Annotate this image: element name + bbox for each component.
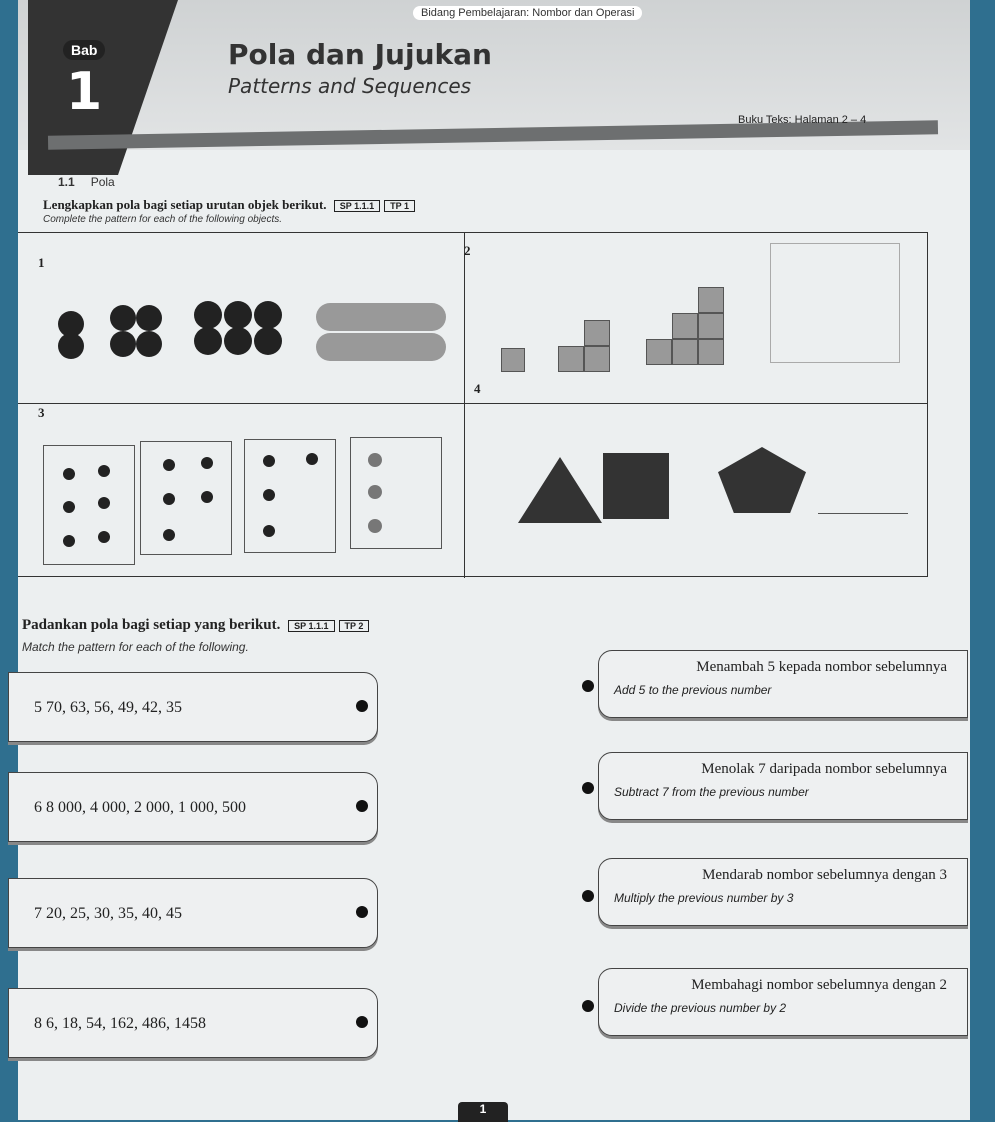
square (501, 348, 525, 372)
section-number: 1.1 (58, 175, 75, 189)
answer-line (818, 513, 908, 514)
circle (224, 327, 252, 355)
dot (263, 525, 275, 537)
match-dot[interactable] (356, 700, 368, 712)
divider (464, 233, 465, 578)
sequence-card[interactable] (8, 772, 378, 842)
pattern-grid (18, 232, 928, 577)
dot (263, 489, 275, 501)
chapter-number: 1 (66, 62, 103, 122)
square (584, 320, 610, 346)
rule-en: Add 5 to the previous number (614, 683, 772, 697)
instruction-ms: Lengkapkan pola bagi setiap urutan objek berikut. (43, 197, 327, 212)
match-dot[interactable] (356, 1016, 368, 1028)
chapter-title: Pola dan Jujukan (228, 38, 492, 71)
circle (136, 305, 162, 331)
match-dot[interactable] (356, 800, 368, 812)
rule-en: Subtract 7 from the previous number (614, 785, 809, 799)
dot (63, 501, 75, 513)
circle (224, 301, 252, 329)
dot (163, 529, 175, 541)
faded-circles-row (316, 333, 446, 361)
section-title: Pola (90, 175, 115, 189)
item-number: 4 (474, 381, 481, 396)
circle (254, 327, 282, 355)
item-number: 1 (38, 255, 45, 270)
rule-ms: Membahagi nombor sebelumnya dengan 2 (691, 977, 947, 993)
rule-card[interactable] (598, 650, 968, 718)
circle (194, 301, 222, 329)
dot (98, 531, 110, 543)
rule-ms: Menolak 7 daripada nombor sebelumnya (701, 761, 947, 777)
tag-tp: TP 2 (339, 620, 370, 632)
square (672, 339, 698, 365)
pentagon (718, 447, 806, 513)
match-dot[interactable] (356, 906, 368, 918)
textbook-reference: Buku Teks: Halaman 2 – 4 (738, 114, 867, 126)
question-a-instruction (43, 197, 415, 213)
tag-sp: SP 1.1.1 (334, 200, 380, 212)
faded-circles-row (316, 303, 446, 331)
page-number: 1 (458, 1102, 508, 1122)
item-number: 3 (38, 405, 45, 420)
rule-en: Multiply the previous number by 3 (614, 891, 794, 905)
sequence-card[interactable] (8, 878, 378, 948)
circle (194, 327, 222, 355)
dot (98, 465, 110, 477)
dot (98, 497, 110, 509)
match-dot[interactable] (582, 1000, 594, 1012)
section-heading (58, 175, 115, 189)
square (698, 287, 724, 313)
circle (254, 301, 282, 329)
circle (110, 331, 136, 357)
rule-card[interactable] (598, 968, 968, 1036)
question-b-instruction (22, 617, 369, 634)
dot (306, 453, 318, 465)
circle (136, 331, 162, 357)
square-shape (603, 453, 669, 519)
dot (63, 468, 75, 480)
sequence-text: 7 20, 25, 30, 35, 40, 45 (34, 905, 182, 922)
dot (163, 459, 175, 471)
rule-ms: Menambah 5 kepada nombor sebelumnya (696, 659, 947, 675)
rule-card[interactable] (598, 752, 968, 820)
divider (18, 403, 928, 404)
square (698, 339, 724, 365)
dot (163, 493, 175, 505)
sequence-card[interactable] (8, 672, 378, 742)
sequence-card[interactable] (8, 988, 378, 1058)
rule-ms: Mendarab nombor sebelumnya dengan 3 (702, 867, 947, 883)
blank-grid-outline (770, 243, 900, 363)
dot (63, 535, 75, 547)
dot-card (244, 439, 336, 553)
dot (263, 455, 275, 467)
tag-sp: SP 1.1.1 (288, 620, 334, 632)
question-a-instruction-en: Complete the pattern for each of the following objects. (43, 214, 283, 225)
dot-card (43, 445, 135, 565)
dot (201, 457, 213, 469)
square (584, 346, 610, 372)
dot-card (140, 441, 232, 555)
learning-area: Bidang Pembelajaran: Nombor dan Operasi (413, 6, 642, 20)
item-number: 2 (464, 243, 471, 258)
dot (201, 491, 213, 503)
chapter-header (18, 0, 970, 150)
sequence-text: 6 8 000, 4 000, 2 000, 1 000, 500 (34, 799, 246, 816)
faded-dot (368, 485, 382, 499)
circle (110, 305, 136, 331)
square (698, 313, 724, 339)
faded-dot (368, 453, 382, 467)
instruction-ms: Padankan pola bagi setiap yang berikut. (22, 617, 281, 633)
workbook-page (18, 0, 970, 1120)
question-b-instruction-en: Match the pattern for each of the following. (22, 640, 249, 654)
chapter-subtitle: Patterns and Sequences (228, 74, 472, 98)
square (558, 346, 584, 372)
chapter-label: Bab (63, 40, 105, 60)
rule-en: Divide the previous number by 2 (614, 1001, 787, 1015)
match-dot[interactable] (582, 782, 594, 794)
triangle (518, 457, 602, 523)
tag-tp: TP 1 (384, 200, 415, 212)
sequence-text: 8 6, 18, 54, 162, 486, 1458 (34, 1015, 206, 1032)
rule-card[interactable] (598, 858, 968, 926)
match-dot[interactable] (582, 680, 594, 692)
match-dot[interactable] (582, 890, 594, 902)
faded-dot (368, 519, 382, 533)
sequence-text: 5 70, 63, 56, 49, 42, 35 (34, 699, 182, 716)
square (646, 339, 672, 365)
dot-card (350, 437, 442, 549)
square (672, 313, 698, 339)
circle (58, 333, 84, 359)
